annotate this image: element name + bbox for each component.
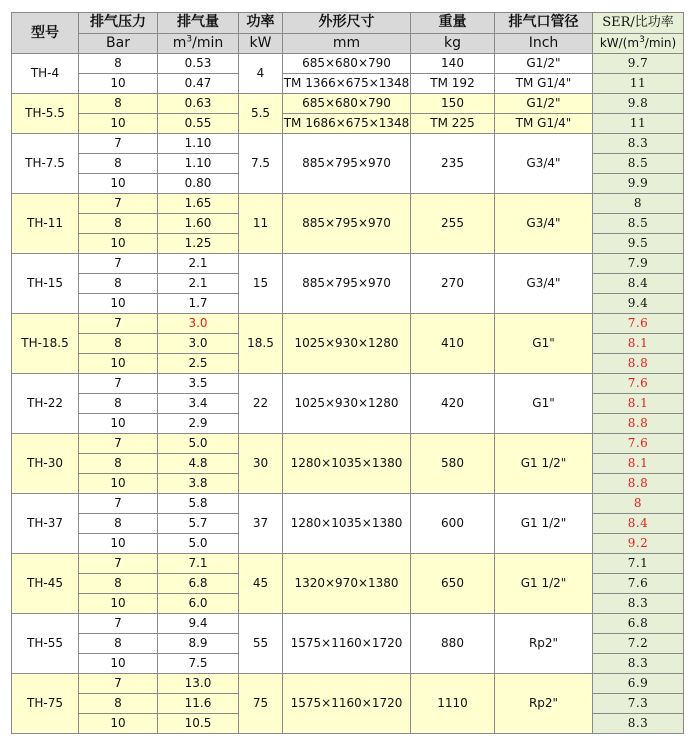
header-dims: 外形尺寸 — [283, 13, 411, 34]
table-row — [12, 54, 684, 74]
pressure-cell: 10 — [79, 294, 158, 314]
model-cell: TH-30 — [12, 434, 79, 494]
weight-cell: 880 — [411, 614, 495, 674]
power-cell: 30 — [239, 434, 283, 494]
outlet-cell: G1 1/2" — [495, 494, 593, 554]
pressure-cell: 7 — [79, 554, 158, 574]
dims-cell: 685×680×790 — [283, 54, 411, 74]
ser-cell: 8.3 — [593, 714, 684, 734]
flow-cell: 0.47 — [158, 74, 239, 94]
pressure-cell: 8 — [79, 54, 158, 74]
ser-cell: 9.4 — [593, 294, 684, 314]
compressor-spec-table — [11, 12, 684, 734]
pressure-cell: 10 — [79, 174, 158, 194]
power-cell: 15 — [239, 254, 283, 314]
weight-cell: 410 — [411, 314, 495, 374]
flow-cell: 0.80 — [158, 174, 239, 194]
table-row — [12, 134, 684, 154]
spec-table-container — [11, 12, 684, 734]
pressure-cell: 10 — [79, 534, 158, 554]
outlet-cell: G1/2" — [495, 94, 593, 114]
flow-cell: 1.10 — [158, 134, 239, 154]
pressure-cell: 8 — [79, 394, 158, 414]
pressure-cell: 10 — [79, 234, 158, 254]
flow-cell: 1.25 — [158, 234, 239, 254]
outlet-cell: Rp2" — [495, 674, 593, 734]
flow-cell: 5.0 — [158, 534, 239, 554]
table-row — [12, 94, 684, 114]
ser-cell: 11 — [593, 114, 684, 134]
outlet-cell: G1" — [495, 374, 593, 434]
power-cell: 11 — [239, 194, 283, 254]
model-cell: TH-5.5 — [12, 94, 79, 134]
table-row — [12, 434, 684, 454]
weight-cell: 150 — [411, 94, 495, 114]
flow-cell: 7.1 — [158, 554, 239, 574]
flow-cell: 13.0 — [158, 674, 239, 694]
ser-cell: 9.2 — [593, 534, 684, 554]
weight-cell: TM 225 — [411, 114, 495, 134]
flow-cell: 2.5 — [158, 354, 239, 374]
flow-cell: 6.0 — [158, 594, 239, 614]
model-cell: TH-7.5 — [12, 134, 79, 194]
flow-cell: 9.4 — [158, 614, 239, 634]
power-cell: 18.5 — [239, 314, 283, 374]
power-cell: 4 — [239, 54, 283, 94]
header-pressure: 排气压力 — [79, 13, 158, 34]
power-cell: 7.5 — [239, 134, 283, 194]
table-row — [12, 254, 684, 274]
pressure-cell: 7 — [79, 194, 158, 214]
unit-dims: mm — [283, 33, 411, 54]
ser-cell: 6.8 — [593, 614, 684, 634]
dims-cell: 685×680×790 — [283, 94, 411, 114]
ser-cell: 8.1 — [593, 334, 684, 354]
flow-cell: 0.63 — [158, 94, 239, 114]
flow-cell: 3.8 — [158, 474, 239, 494]
model-cell: TH-15 — [12, 254, 79, 314]
pressure-cell: 8 — [79, 454, 158, 474]
ser-cell: 9.8 — [593, 94, 684, 114]
weight-cell: 580 — [411, 434, 495, 494]
power-cell: 45 — [239, 554, 283, 614]
weight-cell: 270 — [411, 254, 495, 314]
flow-cell: 7.5 — [158, 654, 239, 674]
pressure-cell: 10 — [79, 654, 158, 674]
table-body — [12, 54, 684, 734]
pressure-cell: 8 — [79, 514, 158, 534]
weight-cell: 600 — [411, 494, 495, 554]
dims-cell: TM 1686×675×1348 — [283, 114, 411, 134]
ser-cell: 8.1 — [593, 394, 684, 414]
flow-cell: 2.1 — [158, 254, 239, 274]
ser-cell: 9.5 — [593, 234, 684, 254]
table-row — [12, 74, 684, 94]
pressure-cell: 7 — [79, 134, 158, 154]
pressure-cell: 7 — [79, 374, 158, 394]
power-cell: 75 — [239, 674, 283, 734]
pressure-cell: 7 — [79, 434, 158, 454]
flow-cell: 5.8 — [158, 494, 239, 514]
ser-cell: 11 — [593, 74, 684, 94]
table-header — [12, 13, 684, 54]
header-weight: 重量 — [411, 13, 495, 34]
unit-power: kW — [239, 33, 283, 54]
flow-cell: 5.7 — [158, 514, 239, 534]
weight-cell: 420 — [411, 374, 495, 434]
pressure-cell: 7 — [79, 254, 158, 274]
dims-cell: 1280×1035×1380 — [283, 494, 411, 554]
ser-cell: 8.4 — [593, 274, 684, 294]
flow-cell: 3.4 — [158, 394, 239, 414]
flow-cell: 11.6 — [158, 694, 239, 714]
dims-cell: 885×795×970 — [283, 194, 411, 254]
flow-cell: 1.7 — [158, 294, 239, 314]
power-cell: 55 — [239, 614, 283, 674]
pressure-cell: 10 — [79, 114, 158, 134]
ser-cell: 8.8 — [593, 474, 684, 494]
model-cell: TH-11 — [12, 194, 79, 254]
header-flow: 排气量 — [158, 13, 239, 34]
outlet-cell: G3/4" — [495, 134, 593, 194]
model-cell: TH-4 — [12, 54, 79, 94]
header-model: 型号 — [12, 13, 79, 54]
dims-cell: 885×795×970 — [283, 254, 411, 314]
ser-cell: 8.8 — [593, 354, 684, 374]
table-row — [12, 114, 684, 134]
pressure-cell: 8 — [79, 214, 158, 234]
flow-cell: 2.9 — [158, 414, 239, 434]
ser-cell: 7.3 — [593, 694, 684, 714]
ser-cell: 7.9 — [593, 254, 684, 274]
model-cell: TH-55 — [12, 614, 79, 674]
flow-cell: 1.10 — [158, 154, 239, 174]
table-row — [12, 314, 684, 334]
ser-cell: 8.8 — [593, 414, 684, 434]
model-cell: TH-22 — [12, 374, 79, 434]
flow-cell: 6.8 — [158, 574, 239, 594]
pressure-cell: 10 — [79, 74, 158, 94]
table-row — [12, 194, 684, 214]
dims-cell: 1025×930×1280 — [283, 314, 411, 374]
weight-cell: TM 192 — [411, 74, 495, 94]
pressure-cell: 8 — [79, 274, 158, 294]
pressure-cell: 8 — [79, 94, 158, 114]
table-row — [12, 554, 684, 574]
flow-cell: 8.9 — [158, 634, 239, 654]
table-row — [12, 494, 684, 514]
pressure-cell: 8 — [79, 694, 158, 714]
outlet-cell: G1 1/2" — [495, 554, 593, 614]
pressure-cell: 10 — [79, 594, 158, 614]
pressure-cell: 7 — [79, 614, 158, 634]
header-power: 功率 — [239, 13, 283, 34]
outlet-cell: G1" — [495, 314, 593, 374]
flow-cell: 0.53 — [158, 54, 239, 74]
outlet-cell: G1/2" — [495, 54, 593, 74]
pressure-cell: 10 — [79, 414, 158, 434]
pressure-cell: 7 — [79, 314, 158, 334]
flow-cell: 0.55 — [158, 114, 239, 134]
flow-cell: 1.60 — [158, 214, 239, 234]
flow-cell: 4.8 — [158, 454, 239, 474]
ser-cell: 8.5 — [593, 154, 684, 174]
model-cell: TH-18.5 — [12, 314, 79, 374]
model-cell: TH-37 — [12, 494, 79, 554]
outlet-cell: Rp2" — [495, 614, 593, 674]
pressure-cell: 8 — [79, 154, 158, 174]
ser-cell: 8.4 — [593, 514, 684, 534]
dims-cell: 1025×930×1280 — [283, 374, 411, 434]
header-outlet: 排气口管径 — [495, 13, 593, 34]
header-ser: SER/比功率 — [593, 13, 684, 34]
flow-cell: 3.0 — [158, 334, 239, 354]
ser-cell: 8.3 — [593, 594, 684, 614]
dims-cell: 1575×1160×1720 — [283, 674, 411, 734]
unit-flow: $m^3/\min$ — [158, 33, 239, 54]
weight-cell: 235 — [411, 134, 495, 194]
power-cell: 5.5 — [239, 94, 283, 134]
weight-cell: 255 — [411, 194, 495, 254]
dims-cell: 885×795×970 — [283, 134, 411, 194]
weight-cell: 650 — [411, 554, 495, 614]
pressure-cell: 8 — [79, 574, 158, 594]
pressure-cell: 10 — [79, 474, 158, 494]
pressure-cell: 8 — [79, 634, 158, 654]
dims-cell: 1280×1035×1380 — [283, 434, 411, 494]
ser-cell: 7.6 — [593, 314, 684, 334]
ser-cell: 8.3 — [593, 134, 684, 154]
flow-cell: 3.5 — [158, 374, 239, 394]
model-cell: TH-75 — [12, 674, 79, 734]
power-cell: 37 — [239, 494, 283, 554]
ser-cell: 8 — [593, 194, 684, 214]
table-row — [12, 674, 684, 694]
weight-cell: 1110 — [411, 674, 495, 734]
outlet-cell: TM G1/4" — [495, 74, 593, 94]
outlet-cell: G1 1/2" — [495, 434, 593, 494]
unit-ser: $kW/(m^3/\min)$ — [593, 33, 684, 54]
unit-weight: kg — [411, 33, 495, 54]
flow-cell: 1.65 — [158, 194, 239, 214]
ser-cell: 6.9 — [593, 674, 684, 694]
unit-pressure: Bar — [79, 33, 158, 54]
pressure-cell: 10 — [79, 354, 158, 374]
flow-cell: 10.5 — [158, 714, 239, 734]
dims-cell: TM 1366×675×1348 — [283, 74, 411, 94]
ser-cell: 9.9 — [593, 174, 684, 194]
ser-cell: 7.6 — [593, 374, 684, 394]
ser-cell: 8.1 — [593, 454, 684, 474]
pressure-cell: 7 — [79, 674, 158, 694]
ser-cell: 7.6 — [593, 574, 684, 594]
ser-cell: 7.6 — [593, 434, 684, 454]
dims-cell: 1320×970×1380 — [283, 554, 411, 614]
pressure-cell: 7 — [79, 494, 158, 514]
flow-cell: 3.0 — [158, 314, 239, 334]
unit-outlet: Inch — [495, 33, 593, 54]
ser-cell: 9.7 — [593, 54, 684, 74]
ser-cell: 8.3 — [593, 654, 684, 674]
ser-cell: 8.5 — [593, 214, 684, 234]
outlet-cell: G3/4" — [495, 254, 593, 314]
dims-cell: 1575×1160×1720 — [283, 614, 411, 674]
table-row — [12, 614, 684, 634]
pressure-cell: 10 — [79, 714, 158, 734]
outlet-cell: TM G1/4" — [495, 114, 593, 134]
pressure-cell: 8 — [79, 334, 158, 354]
outlet-cell: G3/4" — [495, 194, 593, 254]
power-cell: 22 — [239, 374, 283, 434]
ser-cell: 7.2 — [593, 634, 684, 654]
flow-cell: 2.1 — [158, 274, 239, 294]
table-row — [12, 374, 684, 394]
model-cell: TH-45 — [12, 554, 79, 614]
ser-cell: 8 — [593, 494, 684, 514]
weight-cell: 140 — [411, 54, 495, 74]
flow-cell: 5.0 — [158, 434, 239, 454]
ser-cell: 7.1 — [593, 554, 684, 574]
